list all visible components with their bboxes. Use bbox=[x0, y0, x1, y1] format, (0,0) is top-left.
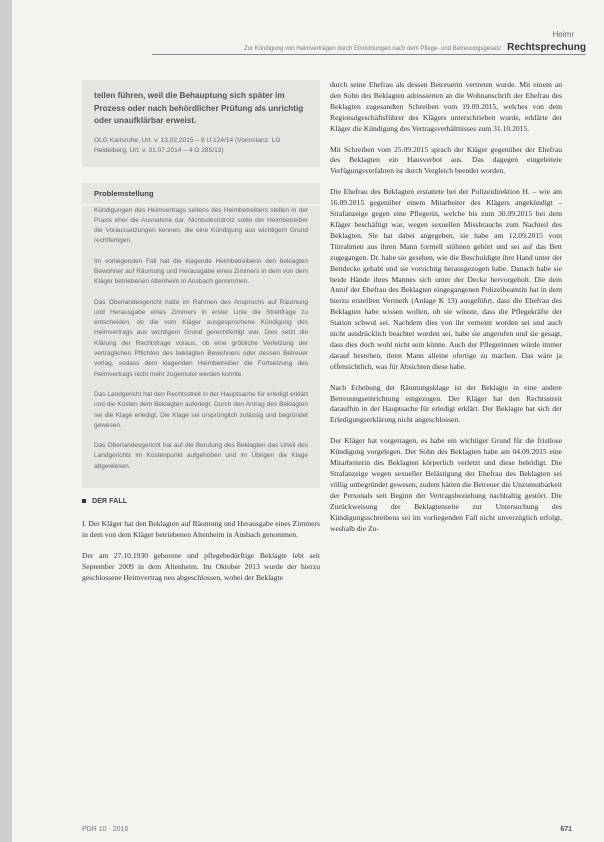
problem-box bbox=[82, 206, 320, 489]
header-top-label: Heimr bbox=[552, 30, 574, 39]
headnote-box bbox=[82, 80, 320, 167]
body-paragraph: Der Kläger hat vorgetragen, es habe ein wichtiger Grund für die fristlose Kündigung vorgelegen. Der Sohn des Beklagten habe am 04.09.2015 eine Mitarbeiterin des Beklagten körperlich verletzt und diese beleidigt. Die Strafanzeige wegen sexueller Belästigung der Ehefrau des Beklagten sei völlig unbegründet gewesen, zudem hätten die Betreuer die Unzumutbarkeit der Personals seit Beginn der Vertragsbeziehung nachhaltig gestört. Die Zurückweisung der Beklagtenseite zur Untersuchung des Kündigungsschreibens sei im vorliegenden Fall nicht unverzüglich erfolgt, weshalb die Zu- bbox=[330, 436, 562, 533]
body-paragraph: Mit Schreiben vom 25.09.2015 sprach der Kläger gegenüber der Ehefrau des Beklagten ein Hausverbot aus. Das dagegen eingeleitete Verfügungsverfahren ist durch Vergleich beendet worden. bbox=[330, 144, 562, 176]
problem-heading: Problemstellung bbox=[82, 183, 320, 204]
document-page bbox=[12, 0, 604, 842]
headnote-lead: teilen führen, weil die Behauptung sich später im Prozess oder nach behördlicher Prüfung als unrichtig oder unaufklärbar erweist. bbox=[94, 91, 304, 125]
headnote-citation: OLG Karlsruhe, Urt. v. 13.02.2015 – 9 U 124/14 (Vorinstanz: LG Heidelberg, Urt. v. 31.07.2014 – 4 O 285/13) bbox=[94, 136, 281, 154]
fall-heading-text: DER FALL bbox=[92, 496, 128, 506]
body-paragraph: Nach Erhebung der Räumungsklage ist der Beklagte in eine andere Betreuungseinrichtung eingezogen. Der Kläger hat den Rechtsstreit daraufhin in der Hauptsache für erledigt erklärt. Der Beklagte hat sich der Erledigungserklärung nicht angeschlossen. bbox=[330, 382, 562, 425]
problem-paragraph: Das Oberlandesgericht hat auf die Berufung des Beklagten das Urteil des Landgerichts im Kostenpunkt aufgehoben und im Übrigen die Klage abgewiesen. bbox=[94, 442, 308, 470]
problem-paragraph: Das Oberlandesgericht hatte im Rahmen des Anspruchs auf Räumung und Herausgabe eines Zimmers in erster Linie die Streitfrage zu entscheiden, ob die vom Kläger ausgesprochene Kündigung des Heimvertrags aus wichtigem Grund gerechtfertigt war. Dies setzt die Klärung der Rechtsfrage voraus, ob eine gröbliche Verletzung der vertraglichen Pflichten des beklagten Bewohners oder dessen Betreuer vorlag, sodass dem klagenden Heimbetreiber die Fortsetzung des Heimvertrags nicht mehr zugemutet werden konnte. bbox=[94, 298, 308, 378]
problem-paragraph: Kündigungen des Heimvertrags seitens des Heimbetreibers stellen in der Praxis eher die Ausnahme dar. Nichtsdestotrotz sollte der Heimbetreiber die Voraussetzungen kennen, die eine Kündigung aus wichtigem Grund rechtfertigen. bbox=[94, 206, 308, 245]
fall-paragraph: Der am 27.10.1930 geborene und pflegebedürftige Beklagte lebt seit September 2009 in dem Altenheim. Im Oktober 2013 wurde der hierzu geschlossene Heimvertrag neu abgeschlossen, wobei der Beklagte bbox=[82, 550, 320, 582]
body-paragraph: Die Ehefrau des Beklagten erstattete bei der Polizeidirektion H. – wie am 16.09.2015 gegenüber einem Mitarbeiter des Klägers angekündigt – Strafanzeige gegen eine Pflegerin, welche bis zum 30.09.2015 bei dem Kläger beschäftigt war, wegen sexuellen Missbrauchs zum Nachteil des Beklagten. Sie hat dabei angegeben, sie habe am 12.09.2015 vom Türrahmen aus ihren Mann formell stöhnen gehört und sei auf das Bett zugegangen. Dr. habe sie gesehen, wie die Beschuldigte ihre Hand unter der Bettdecke gehabt und sie vorsichtig herausgezogen habe. Danach habe sie beide Hände ihres Mannes sich unter der Decke hervorgeholt. Die dem Anruf der Ehefrau des Beklagten eingegangenen Polizeibeamtin hat in dem hierzu erstellten Vermerk (Anlage K 13) ausgeführt, dass die Ehefrau des Beklagten habe wissen wollen, ob sie wüsste, dass die Pflegekräfte der Station schwul sei. Nachdem dies von ihr verneint worden sei und auch nicht ausdrücklich beachtet worden sei, habe sie angerufen und sie gesagt, dass dies doch wohl nicht sein könne. Auch der Pflegerinnen würde immer darauf bestehen, ihren Mann alleine ofertige zu machen. Das wäre ja offensichtlich, was für Absichten diese habe. bbox=[330, 187, 562, 371]
footer-journal: PDR 10 · 2016 bbox=[82, 826, 129, 833]
header-subtitle: Zur Kündigung von Heimverträgen durch Einrichtungen nach dem Pflege- und Betreuungsgesetz bbox=[243, 46, 502, 52]
header-rule bbox=[152, 54, 586, 55]
fall-body bbox=[82, 519, 320, 584]
fall-heading bbox=[82, 496, 320, 505]
body-paragraph: durch seine Ehefrau als dessen Betreuerin vertreten wurde. Mit einem an den Sohn des Beklagten adressierten an die Wohnanschrift der Ehefrau des Beklagten zugesandten Schreiben vom 19.09.2015, welches von dem Regionalgeschäftsführer des Klägers unterschrieben wurde, erklärte der Kläger die Kündigung des Vertragsverhältnisses zum 31.10.2015. bbox=[330, 80, 562, 133]
problem-paragraph: Das Landgericht hat den Rechtsstreit in der Hauptsache für erledigt erklärt und die Kosten dem Beklagten auferlegt. Durch den Antrag des Beklagten sei die Klage erledigt. Die Klage sei ursprünglich zulässig und begründet gewesen. bbox=[94, 390, 308, 429]
running-header bbox=[142, 42, 586, 53]
right-column bbox=[330, 80, 562, 544]
header-section: Rechtsprechung bbox=[507, 42, 586, 53]
bullet-square-icon bbox=[82, 499, 86, 503]
problem-paragraph: Im vorliegenden Fall hat die klagende Heimbetreiberin den beklagten Bewohner auf Räumung und Herausgabe eines Zimmers in dem von dem Kläger betriebenen Altenheim in Ansbach genommen. bbox=[94, 257, 308, 286]
fall-paragraph: I. Der Kläger hat den Beklagten auf Räumung und Herausgabe eines Zimmers in dem von dem Kläger betriebenen Altenheim in Ansbach genommen. bbox=[82, 519, 320, 539]
footer-page-number: 671 bbox=[560, 826, 572, 833]
left-column bbox=[82, 80, 320, 594]
